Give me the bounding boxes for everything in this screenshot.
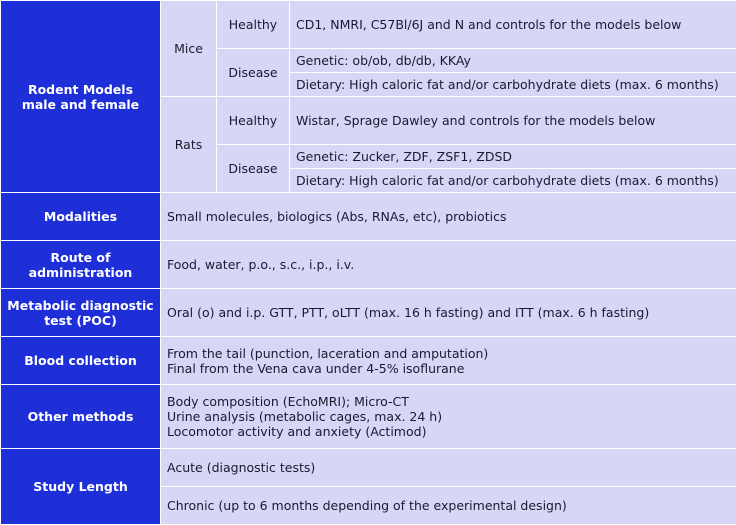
other-methods-value: Body composition (EchoMRI); Micro-CT Urine analysis (metabolic cages, max. 24 h) Locomotor activity and anxiety (Actimod) [161,385,736,449]
table-row [1,385,736,449]
table-row [1,289,736,337]
table-row [1,241,736,289]
modalities-value: Small molecules, biologics (Abs, RNAs, etc), probiotics [161,193,736,241]
mice-healthy-label: Healthy [217,1,290,49]
rats-healthy-value: Wistar, Sprage Dawley and controls for the models below [290,97,736,145]
rats-dietary-value: Dietary: High caloric fat and/or carbohydrate diets (max. 6 months) [290,169,736,193]
metabolic-header: Metabolic diagnostic test (POC) [1,289,161,337]
rats-genetic-value: Genetic: Zucker, ZDF, ZSF1, ZDSD [290,145,736,169]
other-methods-header: Other methods [1,385,161,449]
table-row [1,193,736,241]
rats-healthy-label: Healthy [217,97,290,145]
rodent-models-header: Rodent Models male and female [1,1,161,193]
metabolic-value: Oral (o) and i.p. GTT, PTT, oLTT (max. 16 h fasting) and ITT (max. 6 h fasting) [161,289,736,337]
mice-healthy-value: CD1, NMRI, C57Bl/6J and N and controls for the models below [290,1,736,49]
study-length-header: Study Length [1,449,161,525]
modalities-header: Modalities [1,193,161,241]
mice-label: Mice [161,1,217,97]
table-row [1,449,736,487]
route-value: Food, water, p.o., s.c., i.p., i.v. [161,241,736,289]
rats-label: Rats [161,97,217,193]
blood-value: From the tail (punction, laceration and amputation) Final from the Vena cava under 4-5% isoflurane [161,337,736,385]
blood-header: Blood collection [1,337,161,385]
mice-dietary-value: Dietary: High caloric fat and/or carbohydrate diets (max. 6 months) [290,73,736,97]
study-chronic-value: Chronic (up to 6 months depending of the experimental design) [161,487,736,525]
study-acute-value: Acute (diagnostic tests) [161,449,736,487]
route-header: Route of administration [1,241,161,289]
table-row [1,337,736,385]
mice-disease-label: Disease [217,49,290,97]
mice-genetic-value: Genetic: ob/ob, db/db, KKAy [290,49,736,73]
table-row [1,1,736,49]
rats-disease-label: Disease [217,145,290,193]
